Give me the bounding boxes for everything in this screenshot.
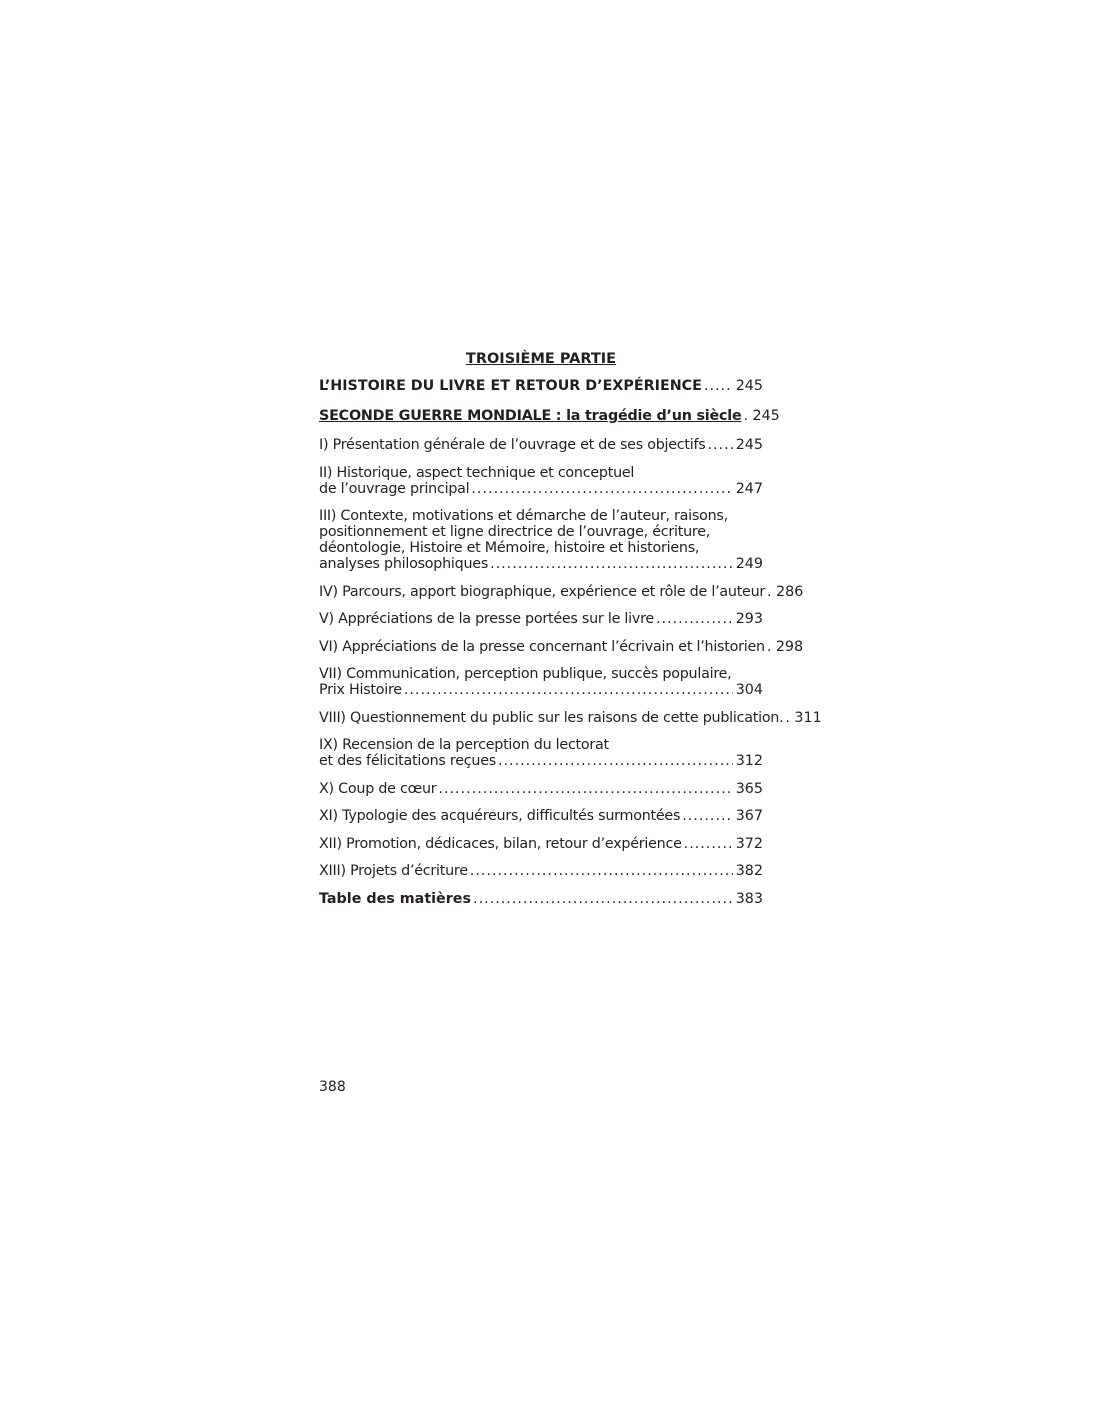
toc-entry-x [319, 781, 763, 797]
toc-entry-text: IV) Parcours, apport biographique, expérience et rôle de l’auteur [319, 583, 766, 600]
toc-entry-text: L’HISTOIRE DU LIVRE ET RETOUR D’EXPÉRIENCE [319, 378, 702, 394]
toc-entry-xiii [319, 863, 763, 879]
toc-entry-vii [319, 666, 763, 698]
leader-dots [656, 611, 733, 627]
leader-dots [473, 891, 733, 907]
toc-entry-text-line: IX) Recension de la perception du lectorat [319, 737, 609, 753]
toc-entry-page: 304 [735, 682, 763, 698]
toc-entry-iii [319, 508, 763, 572]
toc-entry-text: Prix Histoire [319, 682, 402, 698]
toc-entry-text-line: positionnement et ligne directrice de l’ouvrage, écriture, [319, 524, 711, 540]
toc-entry-text: V) Appréciations de la presse portées sur le livre [319, 611, 654, 627]
toc-entry-page: 245 [752, 408, 780, 424]
toc-entry-page: 312 [735, 753, 763, 769]
toc-entry-text: I) Présentation générale de l’ouvrage et de ses objectifs [319, 437, 706, 453]
toc-entry-page: 249 [735, 556, 763, 572]
leader-dots [767, 639, 773, 655]
leader-dots [471, 481, 732, 497]
toc-entry-text: XII) Promotion, dédicaces, bilan, retour d’expérience [319, 835, 682, 852]
toc-entry-text: et des félicitations reçues [319, 753, 496, 769]
leader-dots [767, 584, 773, 600]
leader-dots [470, 863, 733, 879]
toc-entry-page: 245 [735, 437, 763, 453]
toc-entry-vi [319, 638, 804, 655]
leader-dots [785, 710, 791, 726]
page-number: 388 [319, 1079, 346, 1095]
leader-dots [707, 437, 732, 453]
toc-entry-v [319, 611, 763, 627]
toc-entry-viii [319, 709, 822, 726]
leader-dots [498, 753, 733, 769]
toc-entry-text: X) Coup de cœur [319, 780, 437, 797]
toc-entry-i [319, 437, 763, 453]
toc-entry-text: XIII) Projets d’écriture [319, 863, 468, 879]
part-heading: TROISIÈME PARTIE [465, 351, 617, 367]
toc-entry-page: 382 [735, 863, 763, 879]
leader-dots [684, 836, 733, 852]
leader-dots [682, 808, 733, 824]
toc-entry-page: 247 [735, 480, 763, 497]
toc-entry-text-line: II) Historique, aspect technique et conceptuel [319, 464, 635, 481]
toc-entry-page: 372 [735, 835, 763, 852]
toc-entry-text: de l’ouvrage principal [319, 480, 470, 497]
leader-dots [490, 556, 733, 572]
toc-entry-page: 298 [775, 638, 804, 655]
toc-entry-book-title [319, 408, 780, 424]
toc-entry-iv [319, 583, 804, 600]
toc-entry-text: Table des matières [319, 890, 472, 907]
toc-entry-page: 311 [794, 709, 822, 726]
toc-entry-text: analyses philosophiques [319, 556, 489, 572]
toc-entry-table-des-matieres [319, 891, 763, 907]
toc-entry-text-line: déontologie, Histoire et Mémoire, histoire et historiens, [319, 540, 700, 556]
toc-entry-xii [319, 836, 763, 852]
toc-entry-text: SECONDE GUERRE MONDIALE : la tragédie d’un siècle [319, 408, 742, 424]
toc-entry-page: 293 [735, 611, 763, 627]
toc-entry-xi [319, 808, 763, 824]
toc-entry-text-line: VII) Communication, perception publique, succès populaire, [319, 666, 732, 682]
leader-dots [743, 408, 749, 424]
table-of-contents [319, 349, 822, 918]
toc-entry-text: VI) Appréciations de la presse concernant l’écrivain et l’historien [319, 638, 765, 655]
leader-dots [404, 682, 733, 698]
toc-entry-text: VIII) Questionnement du public sur les raisons de cette publication. [319, 709, 784, 726]
toc-entry-ix [319, 737, 763, 769]
leader-dots [438, 781, 732, 797]
leader-dots [704, 378, 733, 394]
toc-entry-page: 365 [735, 780, 763, 797]
toc-entry-page: 245 [735, 378, 763, 394]
toc-entry-page: 383 [735, 890, 763, 907]
toc-entry-part-title [319, 378, 763, 394]
toc-entry-text: XI) Typologie des acquéreurs, difficultés surmontées [319, 808, 681, 824]
toc-entry-text-line: III) Contexte, motivations et démarche de l’auteur, raisons, [319, 508, 728, 524]
toc-entry-ii [319, 465, 763, 497]
toc-entry-page: 286 [776, 583, 804, 600]
toc-entry-page: 367 [735, 808, 763, 824]
